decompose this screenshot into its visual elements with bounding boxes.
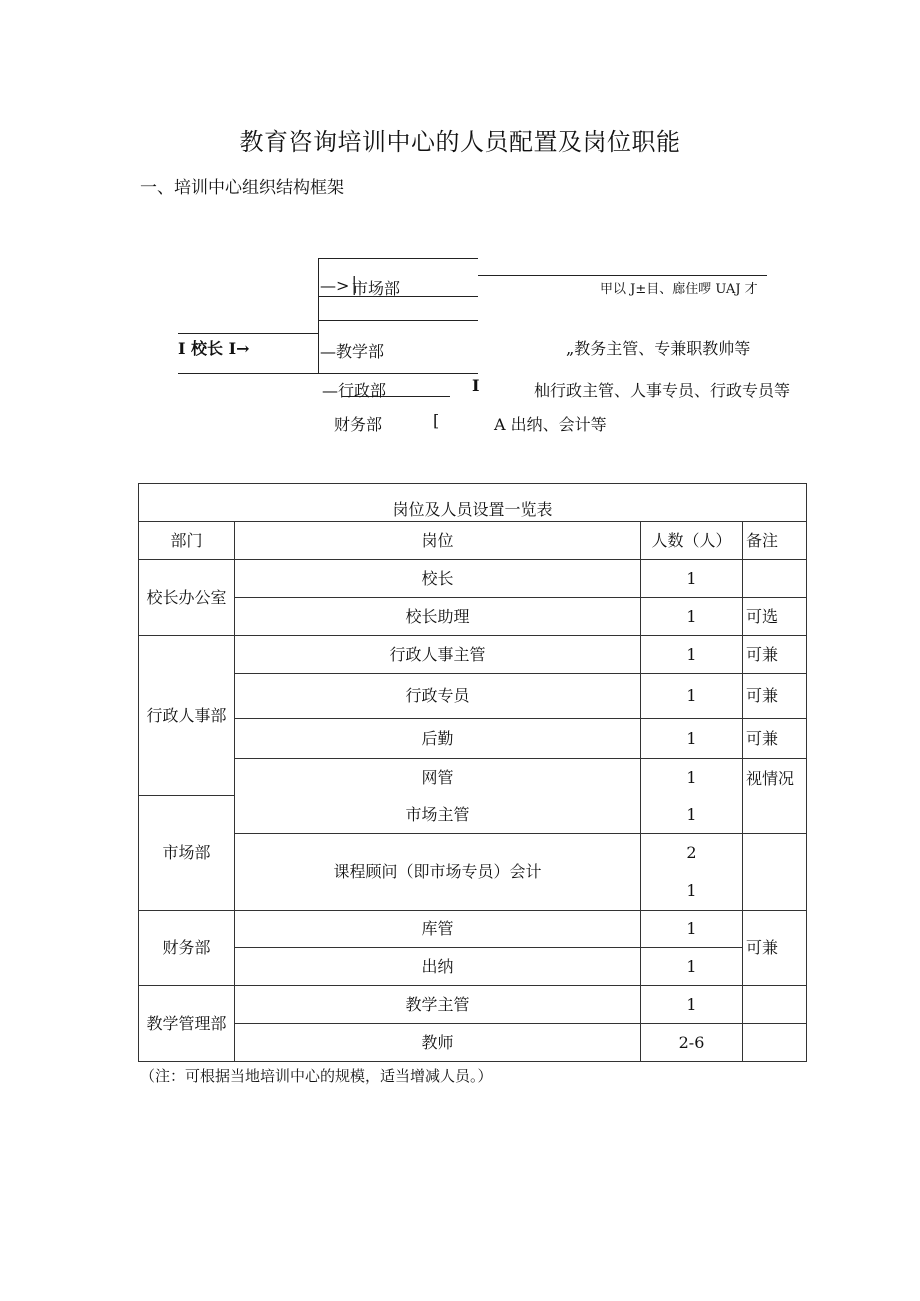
position-cell: 库管 [235,911,641,948]
table-row [139,834,807,911]
admin-marker: I [472,376,480,395]
table-row [139,598,807,636]
note-cell [743,986,807,1024]
market-department: 市场部 [352,279,401,298]
dept-finance: 财务部 [139,911,235,986]
table-row [139,636,807,674]
table-row [139,1024,807,1062]
position-cell: 教学主管 [235,986,641,1024]
position-cell: 网管 [235,759,641,796]
count-cell: 1 [641,948,743,986]
finance-duties: A 出纳、会计等 [494,415,607,434]
trunk-line [318,258,319,374]
market-duties: 甲以 J±目、廊住啰 UAJ 才 [600,282,758,297]
count-cell-stack [641,834,743,911]
count-value: 1 [686,881,697,901]
note-cell: 可选 [743,598,807,636]
principal-top-line [178,333,318,334]
position-cell: 校长 [235,560,641,598]
note-cell: 可兼 [743,674,807,719]
dept-principal-office: 校长办公室 [139,560,235,636]
position-cell: 市场主管 [235,796,641,834]
table-row [139,986,807,1024]
staffing-table [138,483,807,1062]
count-value: 2 [686,843,697,863]
table-row [139,719,807,759]
note-cell [743,1024,807,1062]
count-cell: 2-6 [641,1024,743,1062]
footnote: （注：可根据当地培训中心的规模，适当增减人员。） [140,1067,493,1085]
table-row [139,911,807,948]
note-cell: 可兼 [743,719,807,759]
note-cell: 可兼 [743,911,807,986]
note-cell: 视情况 [743,759,807,834]
admin-duties: 杣行政主管、人事专员、行政专员等 [534,381,791,400]
position-cell: 校长助理 [235,598,641,636]
dept-teaching-mgmt: 教学管理部 [139,986,235,1062]
position-cell: 后勤 [235,719,641,759]
count-cell: 1 [641,674,743,719]
count-cell: 1 [641,719,743,759]
position-cell: 教师 [235,1024,641,1062]
finance-department: 财务部 [334,415,383,434]
branch-line-teaching [318,320,478,321]
table-header-row [139,522,807,560]
count-cell: 1 [641,598,743,636]
count-cell: 1 [641,759,743,796]
count-cell: 1 [641,796,743,834]
table-row [139,796,807,834]
principal-box: I 校长 I→ [178,339,250,358]
table-row [139,674,807,719]
duty-line-market [478,275,767,276]
dept-admin-hr: 行政人事部 [139,636,235,796]
table-caption-row [139,484,807,522]
position-cell: 行政专员 [235,674,641,719]
teaching-duties: „教务主管、专兼职教帅等 [566,339,751,358]
note-cell [743,560,807,598]
position-cell: 课程顾问（即市场专员）会计 [235,834,641,911]
table-row [139,948,807,986]
page-title: 教育咨询培训中心的人员配置及岗位职能 [239,128,681,156]
header-count: 人数（人） [641,522,743,560]
dept-market: 市场部 [139,796,235,911]
table-row [139,759,807,796]
principal-bottom-line [178,373,478,374]
table-caption: 岗位及人员设置一览表 [139,484,807,522]
count-cell: 1 [641,560,743,598]
note-cell [743,834,807,911]
note-cell: 可兼 [743,636,807,674]
market-arrow: —>│ [320,276,360,295]
teaching-department: —教学部 [320,342,385,361]
admin-department: —行政部 [322,381,387,400]
table-row [139,560,807,598]
count-cell: 1 [641,911,743,948]
position-cell: 行政人事主管 [235,636,641,674]
position-cell: 出纳 [235,948,641,986]
branch-line-top [318,258,478,259]
header-department: 部门 [139,522,235,560]
header-position: 岗位 [235,522,641,560]
count-cell: 1 [641,636,743,674]
header-note: 备注 [743,522,807,560]
section-heading: 一、培训中心组织结构框架 [140,178,344,198]
finance-bracket: [ [433,411,440,430]
count-cell: 1 [641,986,743,1024]
